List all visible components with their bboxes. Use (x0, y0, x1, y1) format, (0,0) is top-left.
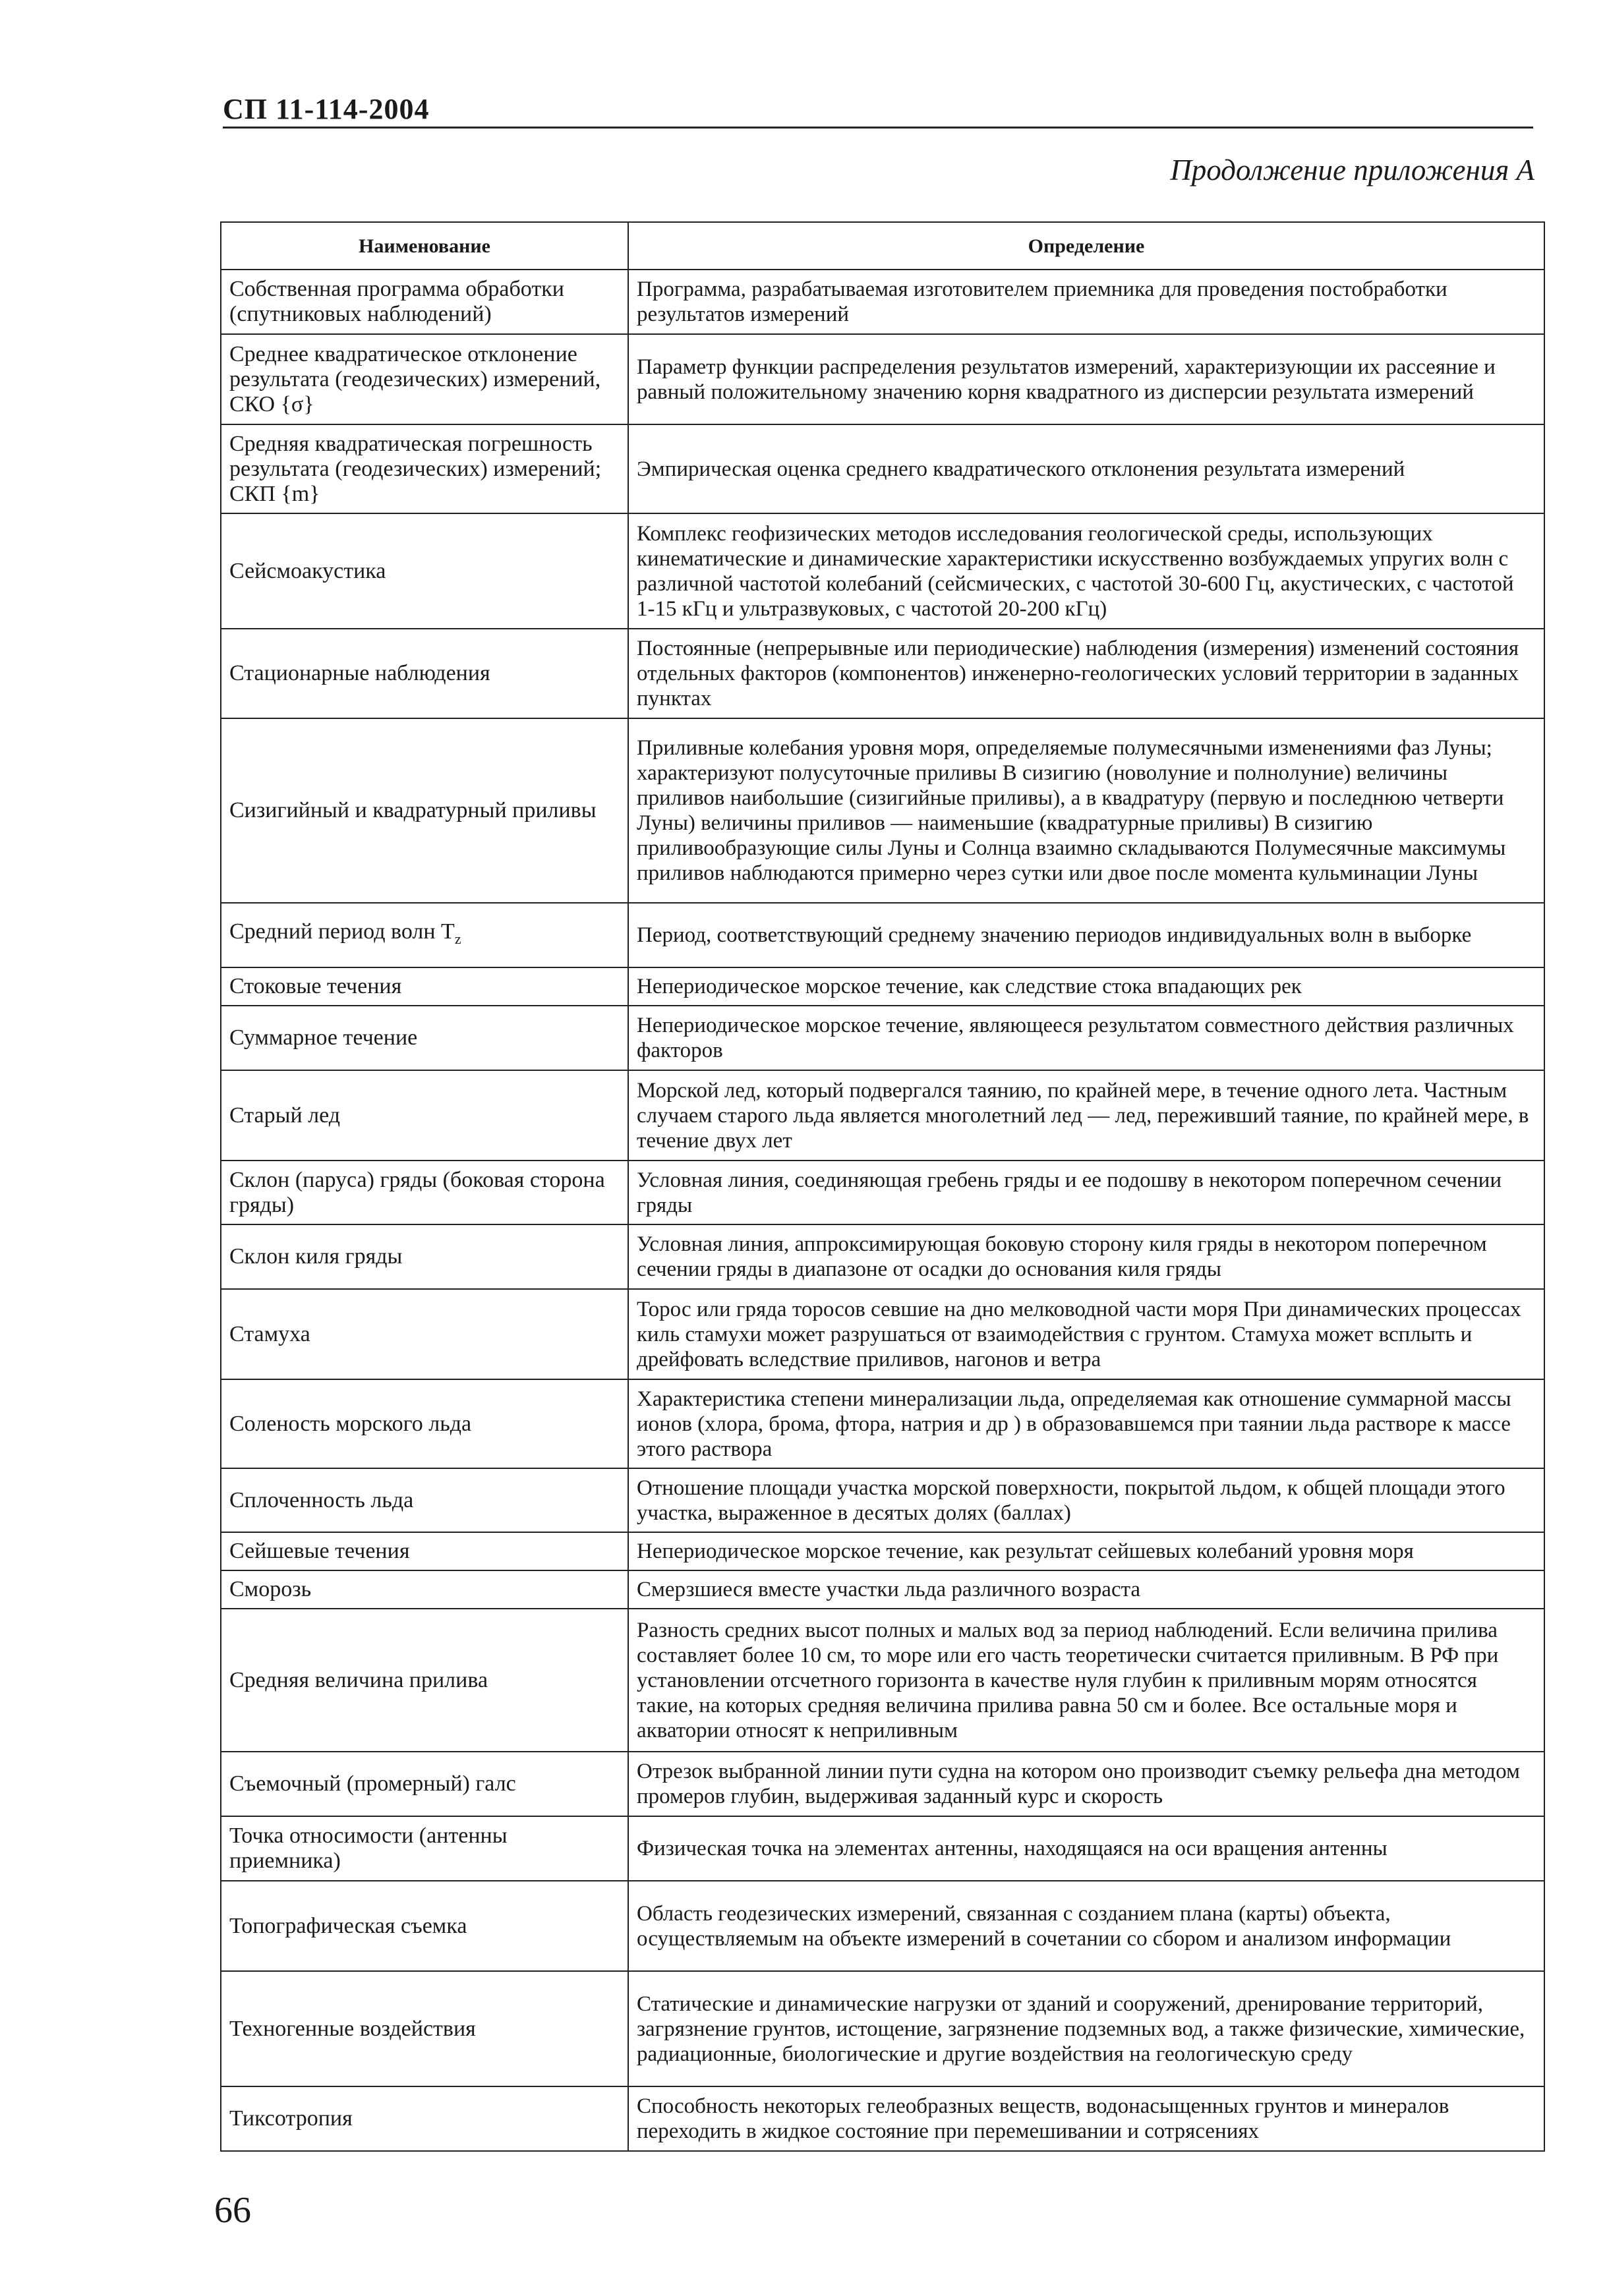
definition-cell: Разность средних высот полных и малых вод за период наблюдений. Если величина прилива составляет более 10 см, то море или его часть теоретически считается приливным. В РФ при установлении отсчетного горизонта в качестве нуля глубин к приливным морям относятся такие, на которых средняя величина прилива равна 50 см и более. Все остальные моря и акватории относят к неприливным (628, 1609, 1544, 1752)
continuation-caption: Продолжение приложения А (1170, 154, 1534, 187)
table-body (221, 270, 1544, 2151)
column-header-term: Наименование (221, 222, 628, 270)
term-text: Топографическая съемка (229, 1913, 467, 1938)
term-text: Сейшевые течения (229, 1539, 410, 1563)
table-row (221, 1570, 1544, 1609)
table-row (221, 1532, 1544, 1570)
term-text: Съемочный (промерный) галс (229, 1771, 516, 1796)
table-row (221, 270, 1544, 334)
column-header-definition: Определение (628, 222, 1544, 270)
term-text: Техногенные воздействия (229, 2016, 476, 2041)
term-cell (221, 334, 628, 424)
term-text: Сизигийный и квадратурный приливы (229, 798, 597, 822)
term-cell (221, 1289, 628, 1379)
term-text: Стоковые течения (229, 974, 402, 998)
term-text: Склон киля гряды (229, 1244, 403, 1269)
definition-cell: Параметр функции распределения результатов измерений, характеризующии их рассеяние и равный положительному значению корня квадратного из дисперсии результата измерений (628, 334, 1544, 424)
table-row (221, 2086, 1544, 2151)
definition-cell: Период, соответствующий среднему значению периодов индивидуальных волн в выборке (628, 903, 1544, 967)
term-cell (221, 1609, 628, 1752)
definition-cell: Способность некоторых гелеобразных веществ, водонасыщенных грунтов и минералов переходить в жидкое состояние при перемешивании и сотрясениях (628, 2086, 1544, 2151)
term-subscript: z (454, 930, 461, 947)
term-text: Суммарное течение (229, 1025, 418, 1050)
table-row (221, 967, 1544, 1006)
definition-cell: Статические и динамические нагрузки от зданий и сооружений, дренирование территорий, загрязнение грунтов, истощение, загрязнение подземных вод, а также физические, химические, радиационные, биологические и другие воздействия на геологическую среду (628, 1971, 1544, 2086)
term-cell (221, 967, 628, 1006)
term-cell (221, 1881, 628, 1971)
table-row (221, 1161, 1544, 1224)
definition-cell: Непериодическое морское течение, как следствие стока впадающих рек (628, 967, 1544, 1006)
definition-cell: Непериодическое морское течение, как результат сейшевых колебаний уровня моря (628, 1532, 1544, 1570)
term-cell (221, 270, 628, 334)
term-text: Стационарные наблюдения (229, 661, 490, 685)
definition-cell: Постоянные (непрерывные или периодические) наблюдения (измерения) изменений состояния отдельных факторов (компонентов) инженерно-геологических условий территории в заданных пунктах (628, 629, 1544, 718)
header-rule (223, 127, 1533, 129)
term-cell (221, 2086, 628, 2151)
table-row (221, 1971, 1544, 2086)
table-header-row (221, 222, 1544, 270)
term-cell (221, 629, 628, 718)
definition-cell: Область геодезических измерений, связанная с созданием плана (карты) объекта, осуществляемым на объекте измерений в сочетании со сбором и анализом информации (628, 1881, 1544, 1971)
table-row (221, 334, 1544, 424)
term-text: Сейсмоакустика (229, 558, 386, 583)
definition-cell: Условная линия, аппроксимирующая боковую сторону киля гряды в некотором поперечном сечении гряды в диапазоне от осадки до основания киля гряды (628, 1224, 1544, 1289)
definition-cell: Физическая точка на элементах антенны, находящаяся на оси вращения антенны (628, 1816, 1544, 1881)
table-row (221, 1609, 1544, 1752)
definition-cell: Характеристика степени минерализации льда, определяемая как отношение суммарной массы ионов (хлора, брома, фтора, натрия и др ) в образовавшемся при таянии льда растворе к массе этого раствора (628, 1379, 1544, 1468)
term-cell (221, 1752, 628, 1816)
term-text: Средняя квадратическая погрешность результата (геодезических) измерений; СКП {m} (229, 431, 602, 506)
definition-cell: Условная линия, соединяющая гребень гряды и ее подошву в некотором поперечном сечении гряды (628, 1161, 1544, 1224)
definition-cell: Комплекс геофизических методов исследования геологической среды, использующих кинематические и динамические характеристики искусственно возбуждаемых упругих волн с различной частотой колебаний (сейсмических, с частотой 30-600 Гц, акустических, с частотой 1-15 кГц и ультразвуковых, с частотой 20-200 кГц) (628, 513, 1544, 629)
definition-cell: Торос или гряда торосов севшие на дно мелководной части моря При динамических процессах киль стамухи может разрушаться от взаимодействия с грунтом. Стамуха может всплыть и дрейфовать вследствие приливов, нагонов и ветра (628, 1289, 1544, 1379)
table-row (221, 1752, 1544, 1816)
term-text: Среднее квадратическое отклонение результата (геодезических) измерений, СКО {σ} (229, 341, 601, 416)
term-cell (221, 1070, 628, 1161)
definition-cell: Морской лед, который подвергался таянию, по крайней мере, в течение одного лета. Частным случаем старого льда является многолетний лед — лед, переживший таяние, по крайней мере, в течение двух лет (628, 1070, 1544, 1161)
term-cell (221, 903, 628, 967)
term-cell (221, 1006, 628, 1070)
term-cell (221, 1161, 628, 1224)
definition-cell: Отрезок выбранной линии пути судна на котором оно производит съемку рельефа дна методом промеров глубин, выдерживая заданный курс и скорость (628, 1752, 1544, 1816)
table-row (221, 718, 1544, 903)
table-row (221, 1881, 1544, 1971)
term-text: Соленость морского льда (229, 1411, 472, 1436)
table-row (221, 1816, 1544, 1881)
term-text: Тиксотропия (229, 2106, 353, 2131)
table-row (221, 1006, 1544, 1070)
term-cell (221, 513, 628, 629)
table-row (221, 1379, 1544, 1468)
term-text: Склон (паруса) гряды (боковая сторона гряды) (229, 1167, 605, 1217)
table-row (221, 424, 1544, 513)
term-cell (221, 424, 628, 513)
table-row (221, 1289, 1544, 1379)
definition-cell: Приливные колебания уровня моря, определяемые полумесячными изменениями фаз Луны; характеризуют полусуточные приливы В сизигию (новолуние и полнолуние) величины приливов наибольшие (сизигийные приливы), а в квадратуру (первую и последнюю четверти Луны) величины приливов — наименьшие (квадратурные приливы) В сизигию приливообразующие силы Луны и Солнца взаимно складываются Полумесячные максимумы приливов наблюдаются примерно через сутки или двое после момента кульминации Луны (628, 718, 1544, 903)
term-text: Стамуха (229, 1321, 310, 1346)
term-cell (221, 1224, 628, 1289)
term-cell (221, 1570, 628, 1609)
table-row (221, 1224, 1544, 1289)
term-cell (221, 718, 628, 903)
definition-cell: Программа, разрабатываемая изготовителем приемника для проведения постобработки результатов измерений (628, 270, 1544, 334)
term-cell (221, 1816, 628, 1881)
term-cell (221, 1468, 628, 1532)
definition-cell: Непериодическое морское течение, являющееся результатом совместного действия различных факторов (628, 1006, 1544, 1070)
definition-cell: Смерзшиеся вместе участки льда различного возраста (628, 1570, 1544, 1609)
document-code: СП 11-114-2004 (223, 93, 430, 125)
table-row (221, 903, 1544, 967)
table-row (221, 1468, 1544, 1532)
term-text: Средний период волн T (229, 919, 455, 944)
term-text: Средняя величина прилива (229, 1667, 488, 1692)
term-text: Собственная программа обработки (спутниковых наблюдений) (229, 277, 564, 326)
table-row (221, 513, 1544, 629)
term-cell (221, 1532, 628, 1570)
page-number: 66 (214, 2190, 251, 2231)
definition-cell: Отношение площади участка морской поверхности, покрытой льдом, к общей площади этого участка, выраженное в десятых долях (баллах) (628, 1468, 1544, 1532)
term-cell (221, 1379, 628, 1468)
term-text: Точка относимости (антенны приемника) (229, 1823, 508, 1873)
definition-cell: Эмпирическая оценка среднего квадратического отклонения результата измерений (628, 424, 1544, 513)
glossary-table (220, 221, 1545, 2152)
term-text: Сплоченность льда (229, 1487, 414, 1512)
table-row (221, 629, 1544, 718)
term-text: Старый лед (229, 1103, 341, 1128)
term-cell (221, 1971, 628, 2086)
table-row (221, 1070, 1544, 1161)
term-text: Сморозь (229, 1577, 312, 1601)
